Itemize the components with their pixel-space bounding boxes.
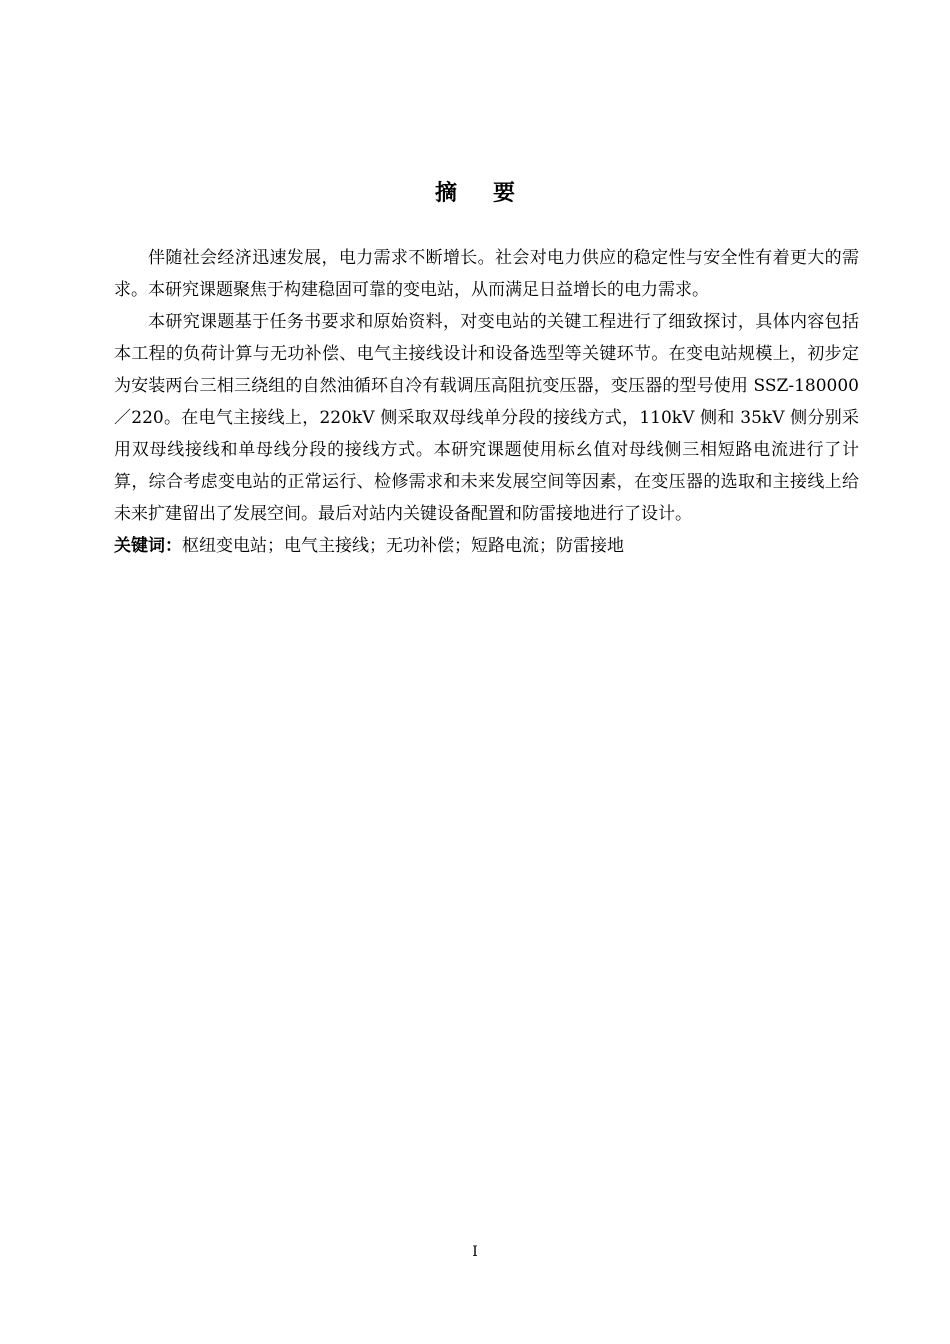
keywords-text: 枢纽变电站；电气主接线；无功补偿；短路电流；防雷接地 <box>182 536 624 556</box>
abstract-paragraph-2: 本研究课题基于任务书要求和原始资料，对变电站的关键工程进行了细致探讨，具体内容包括本工程的负荷计算与无功补偿、电气主接线设计和设备选型等关键环节。在变电站规模上，初步定为安装两台三相三绕组的自然油循环自冷有载调压高阻抗变压器，变压器的型号使用 SSZ-180000／220。在电气主接线上，220kV 侧采取双母线单分段的接线方式，110kV 侧和 35kV 侧分别采用双母线接线和单母线分段的接线方式。本研究课题使用标幺值对母线侧三相短路电流进行了计算，综合考虑变电站的正常运行、检修需求和未来发展空间等因素，在变压器的选取和主接线上给未来扩建留出了发展空间。最后对站内关键设备配置和防雷接地进行了设计。 <box>114 312 859 524</box>
keywords-label: 关键词： <box>114 536 182 556</box>
abstract-body <box>114 242 859 562</box>
page-title: 摘要 <box>434 181 551 206</box>
abstract-paragraph-1: 伴随社会经济迅速发展，电力需求不断增长。社会对电力供应的稳定性与安全性有着更大的需求。本研究课题聚焦于构建稳固可靠的变电站，从而满足日益增长的电力需求。 <box>114 248 859 300</box>
keywords-line <box>114 530 859 562</box>
page-number: I <box>472 1244 478 1260</box>
